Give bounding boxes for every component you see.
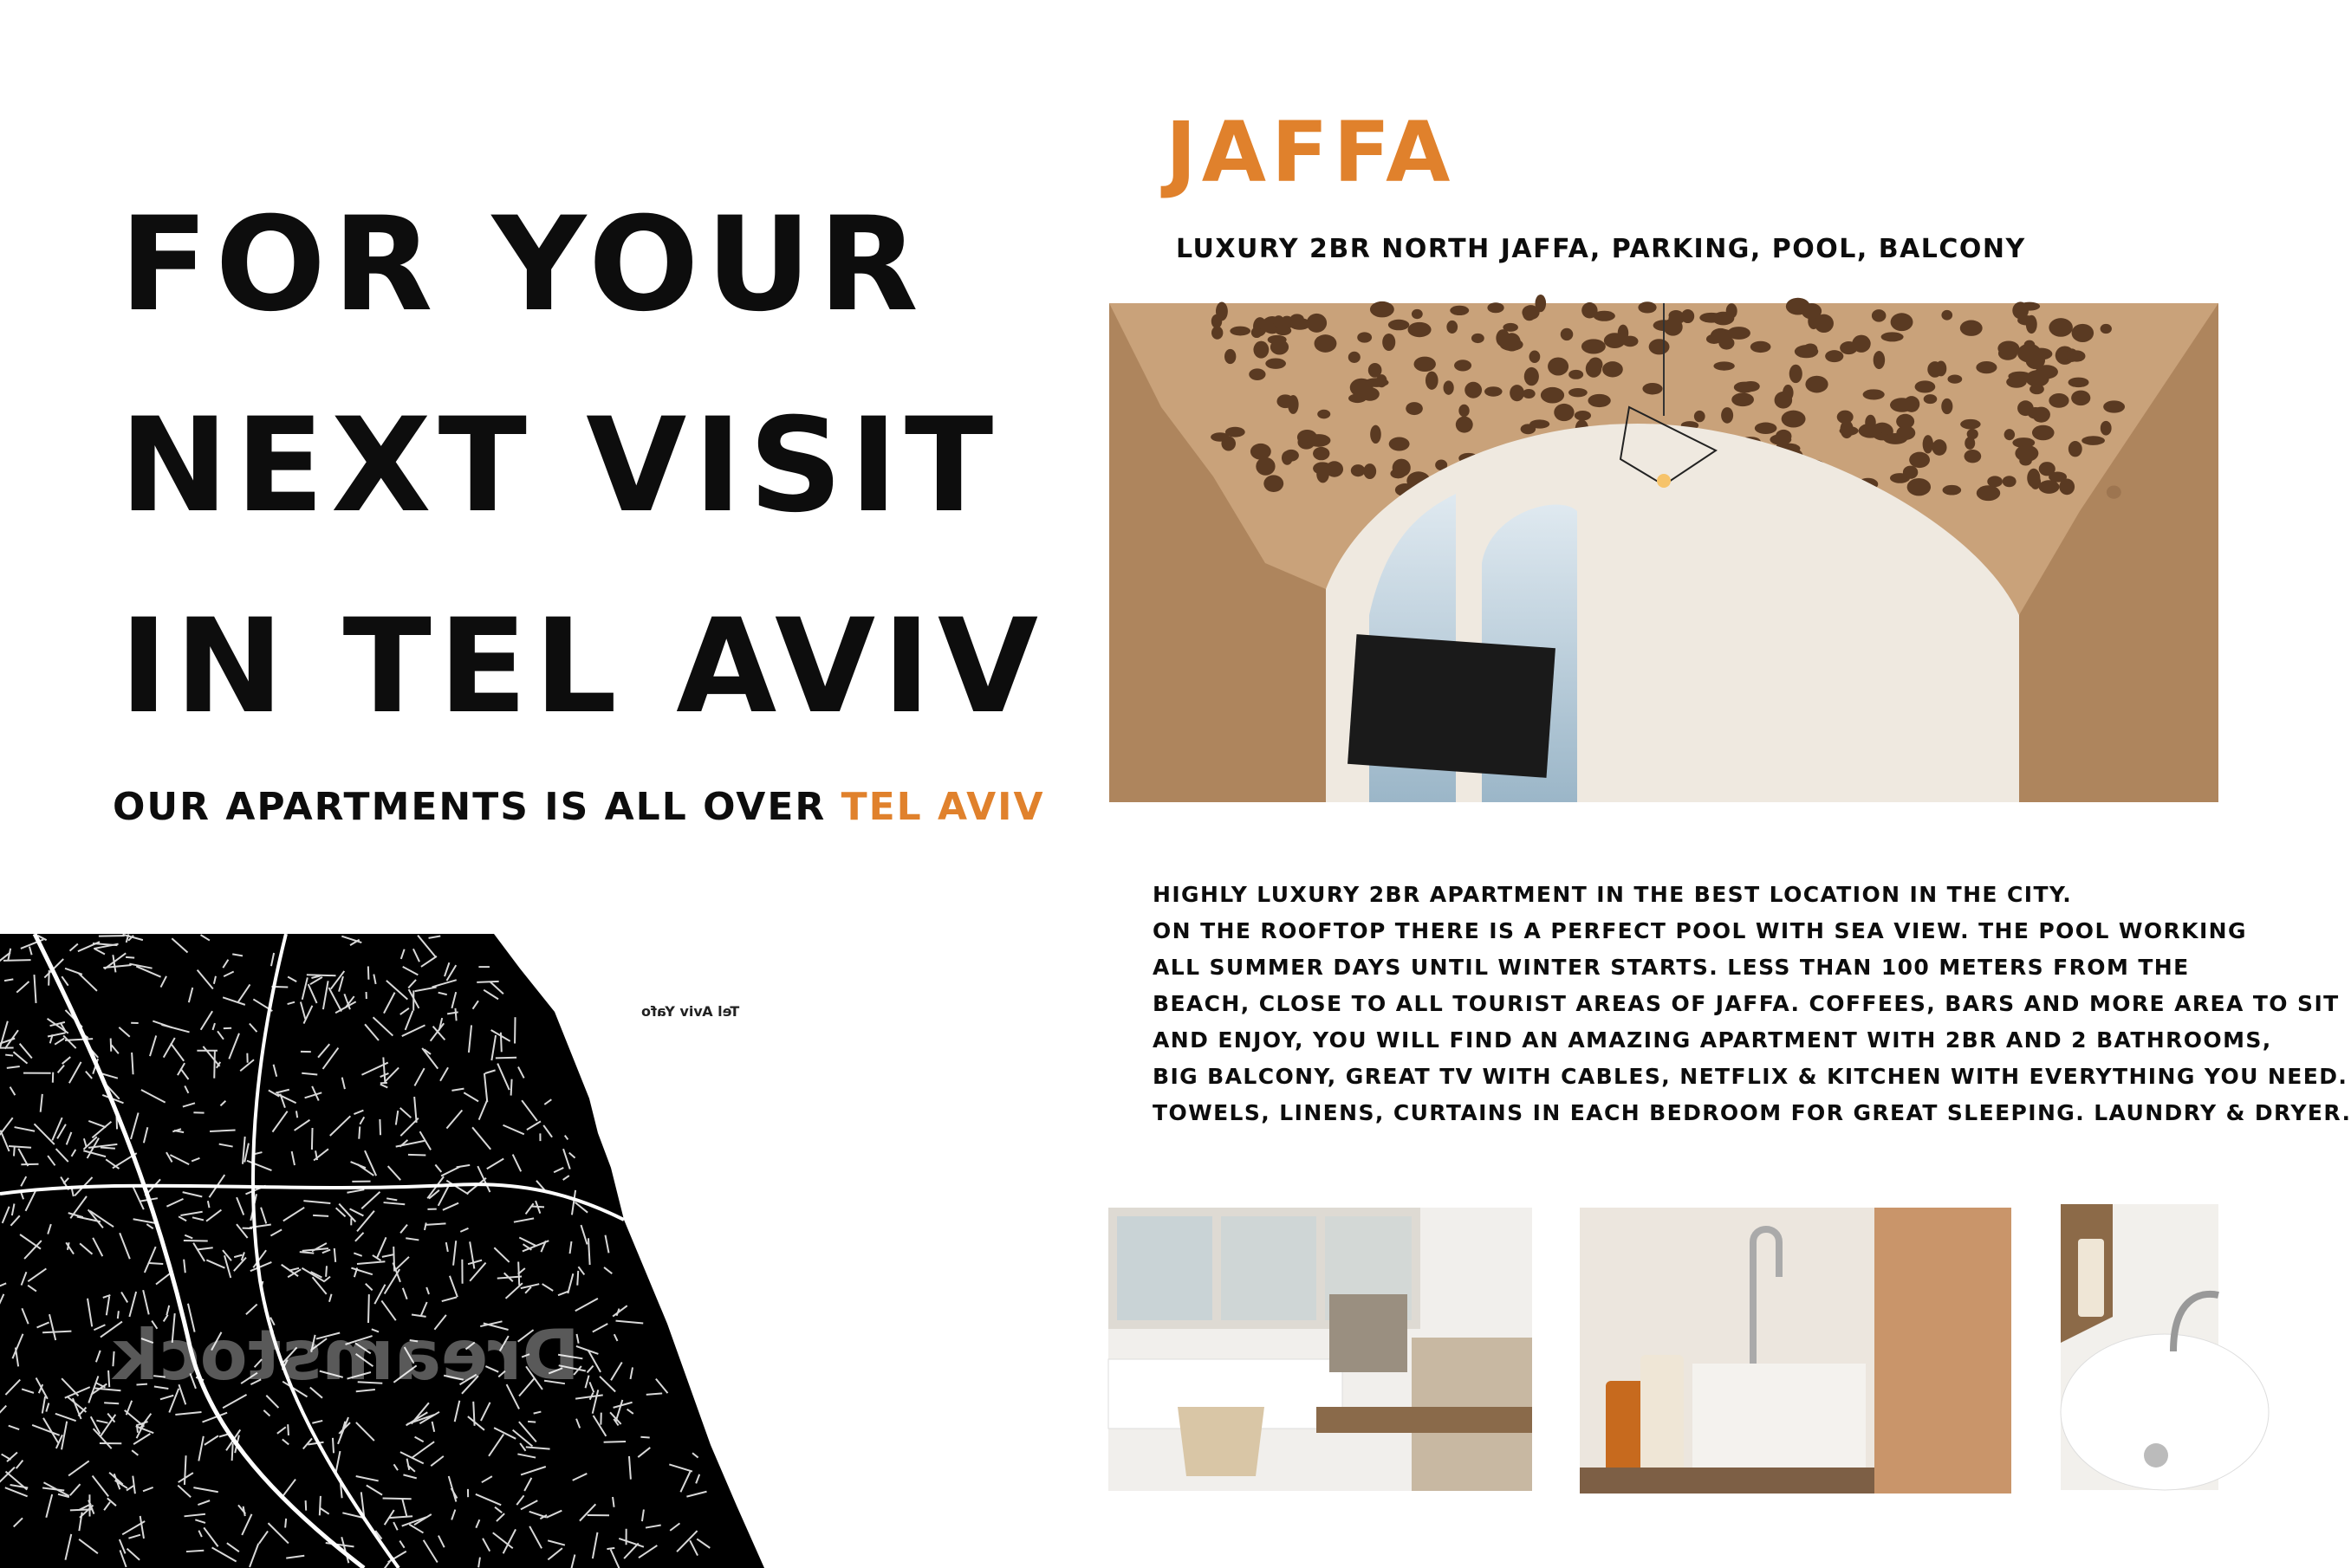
tagline-prefix: OUR APARTMENTS IS ALL OVER: [113, 785, 841, 829]
watermark: Dreamstock: [113, 1315, 580, 1396]
headline-line-3: IN TEL AVIV: [120, 592, 1046, 742]
thumbnail-bathroom-sink: [1580, 1208, 2011, 1493]
description-line: BEACH, CLOSE TO ALL TOURIST AREAS OF JAFFA. COFFEES, BARS AND MORE AREA TO SIT: [1153, 991, 2340, 1016]
map-label: Tel Aviv Yafo: [641, 1003, 740, 1020]
description-line: ALL SUMMER DAYS UNTIL WINTER STARTS. LESS THAN 100 METERS FROM THE: [1153, 955, 2190, 980]
city-map: [0, 934, 764, 1568]
description-line: HIGHLY LUXURY 2BR APARTMENT IN THE BEST LOCATION IN THE CITY.: [1153, 882, 2073, 907]
description-line: TOWELS, LINENS, CURTAINS IN EACH BEDROOM FOR GREAT SLEEPING. LAUNDRY & DRYER.: [1153, 1100, 2351, 1125]
listing-description: [1153, 877, 2351, 1131]
headline-line-1: FOR YOUR: [120, 190, 925, 340]
tagline: [113, 785, 1045, 829]
page-title: JAFFA: [1166, 104, 1456, 201]
description-line: BIG BALCONY, GREAT TV WITH CABLES, NETFLIX & KITCHEN WITH EVERYTHING YOU NEED.: [1153, 1064, 2348, 1089]
tagline-accent: TEL AVIV: [841, 785, 1045, 829]
headline: [120, 165, 1045, 768]
headline-line-2: NEXT VISIT: [120, 391, 1001, 541]
thumbnail-washbasin: [2061, 1204, 2218, 1490]
listing-subtitle: LUXURY 2BR NORTH JAFFA, PARKING, POOL, BALCONY: [1176, 234, 2026, 264]
description-line: AND ENJOY, YOU WILL FIND AN AMAZING APARTMENT WITH 2BR AND 2 BATHROOMS,: [1153, 1027, 2272, 1053]
main-photo-stone-arch: [1109, 303, 2218, 802]
description-line: ON THE ROOFTOP THERE IS A PERFECT POOL WITH SEA VIEW. THE POOL WORKING: [1153, 918, 2247, 943]
thumbnail-living-room: [1108, 1208, 1532, 1491]
